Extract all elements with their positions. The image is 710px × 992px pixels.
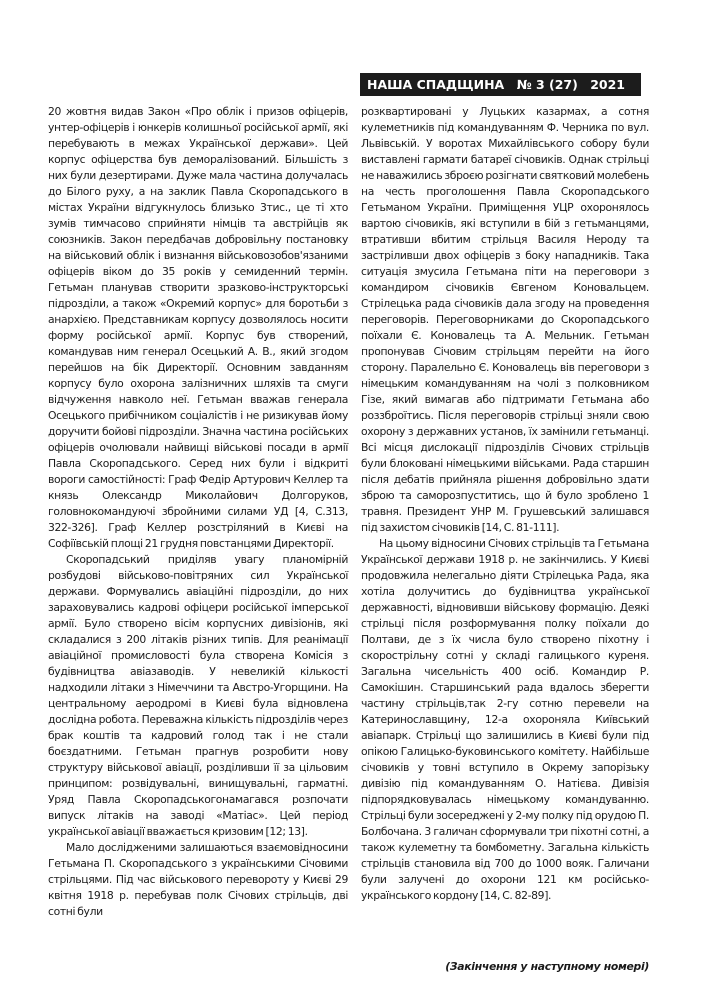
- continuation-note: (Закінчення у наступному номері): [445, 960, 649, 973]
- issue-year: 2021: [590, 77, 625, 92]
- paragraph: На цьому відносини Січових стрільців та Гетьмана Української держави 1918 р. не закінчились. У Києві продовжила нелегально діяти Стрілецька Рада, яка хотіла долучитись до будівництва української державності, відновивши військову формацію. Деякі стрільці після розформування полку поїхали до Полтави, де з їх числа було створено піхотну і скорострільну сотні у складі галицького куреня. Загальна чисельність 400 осіб. Командир Р. Самокішин. Старшинський рада вдалось зберегти частину стрільців,так 2-гу сотню перевели на Катеринославщину, 12-а охороняла Київський авіапарк. Стрільці що залишились в Києві були під опікою Галицько-буковинського комітету. Найбільше січовиків у товні вступило в Окрему запорізьку дивізію під командуванням О. Натієва. Дивізія підпорядковувалась німецькому командуванню. Стрільці були зосереджені у 2-му полку під орудою П. Болбочана. 3 галичан сформували три піхотні сотні, а також кулеметну та бомбометну. Загальна кількість стрільців становила від 700 до 1000 вояк. Галичани були залучені до охорони 121 км російсько-українського кордону [14, С. 82-89].: [361, 537, 649, 902]
- right-column: [361, 104, 649, 904]
- paragraph: розквартировані у Луцьких казармах, а сотня кулеметників під командуванням Ф. Черника по вул. Львівській. У воротах Михайлівського собору були виставлені гармати батареї січовиків. Однак стрільці не наважились зброєю розігнати святковий молебень на честь проголошення Павла Скоропадського Гетьманом України. Приміщення УЦР охоронялось вартою січовиків, які вступили в бій з гетьманцями, втративши вбитим стрільця Василя Нероду та застріливши двох офіцерів з боку нападників. Така ситуація змусила Гетьмана піти на переговори з командиром січовиків Євгеном Коновальцем. Стрілецька рада січовиків дала згоду на проведення переговорів. Переговорниками до Скоропадського поїхали Є. Коновалець та А. Мельник. Гетьман пропонував Січовим стрільцям перейти на його сторону. Паралельно Є. Коновалець вів переговори з німецьким командуванням на чолі з полковником Гізе, який вимагав або підтримати Гетьмана або роззброїтись. Після переговорів стрільці зняли свою охорону з державних установ, їх замінили гетьманці. Всі місця дислокації підрозділів Січових стрільців були блоковані німецькими військами. Рада старшин після дебатів прийняла рішення добровільно здати зброю та саморозпуститись, що й було зроблено 1 травня. Президент УНР М. Грушевський залишався під захистом січовиків [14, С. 81-111].: [361, 105, 649, 534]
- paragraph: Мало дослідженими залишаються взаємовідносини Гетьмана П. Скоропадського з українськими Січовими стрільцями. Під час військового перевороту у Києві 29 квітня 1918 р. перебував полк Січових стрільців, дві сотні були: [48, 841, 348, 918]
- paragraph: Скоропадський приділяв увагу планомірній розбудові військово-повітряних сил Української держави. Формувались авіаційні підрозділи, до них зараховувались кадрові офіцери російської імперської армії. Було створено вісім корпусних дивізіонів, які складалися з 200 літаків різних типів. Для реанімації авіаційної промисловості була створена Комісія з будівництва авіазаводів. У невеликій кількості надходили літаки з Німеччини та Австро-Угорщини. На центральному аеродромі в Києві була відновлена дослідна робота. Переважна кількість підрозділів через брак коштів та кадровий голод так і не стали боєздатними. Гетьман прагнув розробити нову структуру військової авіації, розділивши її за цільовим принципом: розвідувальні, винищувальні, гарматні. Уряд Павла Скоропадськогонамагався розпочати випуск літаків на заводі «Матіас». Цей період української авіації вважається кризовим [12; 13].: [48, 553, 348, 838]
- paragraph: 20 жовтня видав Закон «Про облік і призов офіцерів, унтер-офіцерів і юнкерів колишньої російської армії, які перебувають в межах Української держави». Цей корпус офіцерства був деморалізований. Більшість з них були дезертирами. Дуже мала частина долучалась до Білого руху, а на заклик Павла Скоропадського в містах України відгукнулось близько 3тис., це ті хто зумів тимчасово сприйняти німців та австрійців як союзників. Закон передбачав добровільну постановку на військовий облік і визнання військовозобов'язаними офіцерів віком до 35 років у семиденний термін. Гетьман планував створити зразково-інструкторські підрозділи, а також «Окремий корпус» для боротьби з анархією. Представникам корпусу дозволялось носити форму російської армії. Корпус був створений, командував ним генерал Осецький А. В., який згодом перейшов на бік Директорії. Основним завданням корпусу було охорона залізничних шляхів та смуги відчуження навколо неї. Гетьман вважав генерала Осецького прибічником соціалістів і не ризикував йому доручити бойові підрозділи. Значна частина російських офіцерів очолювали найвищі військові посади в армії Павла Скоропадського. Серед них були і відкриті вороги самостійності: Граф Федір Артурович Келлер та князь Олександр Миколайович Долгоруков, головнокомандуючі збройними силами УД [4, С.313, 322-326]. Граф Келлер розстріляний в Києві на Софіївській площі 21 грудня повстанцями Директорії.: [48, 105, 348, 550]
- journal-header: [360, 73, 641, 96]
- issue-number: № 3 (27): [516, 77, 578, 92]
- journal-title: НАША СПАДЩИНА: [367, 77, 505, 92]
- left-column: [48, 104, 348, 920]
